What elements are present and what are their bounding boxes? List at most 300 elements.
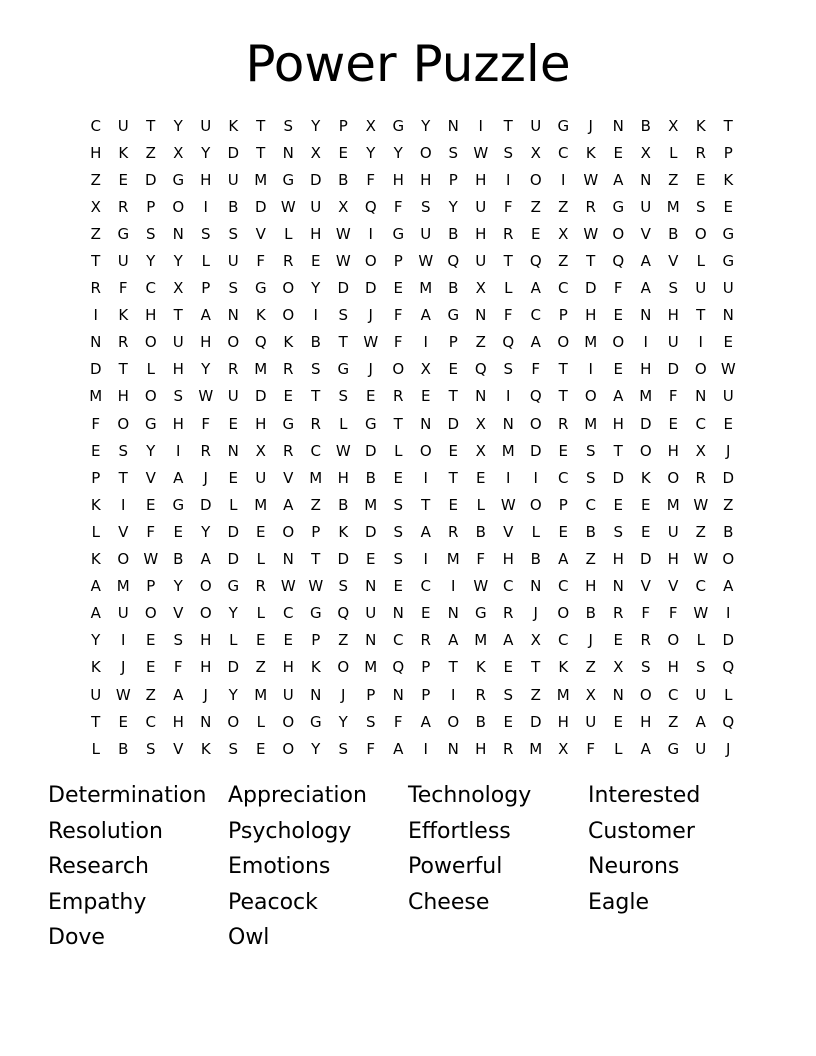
grid-letter[interactable]: R xyxy=(420,631,431,650)
grid-letter[interactable]: G xyxy=(364,414,377,433)
grid-letter[interactable]: N xyxy=(612,577,624,596)
grid-letter[interactable]: U xyxy=(365,604,377,623)
grid-letter[interactable]: I xyxy=(368,224,373,243)
grid-letter[interactable]: K xyxy=(255,306,266,325)
grid-letter[interactable]: H xyxy=(667,441,679,460)
grid-letter[interactable]: U xyxy=(667,333,679,352)
grid-letter[interactable]: X xyxy=(338,197,349,216)
grid-letter[interactable]: S xyxy=(365,712,376,731)
grid-letter[interactable]: Q xyxy=(529,252,542,271)
grid-letter[interactable]: F xyxy=(146,522,156,541)
grid-letter[interactable]: O xyxy=(282,522,295,541)
grid-letter[interactable]: P xyxy=(558,495,568,514)
grid-letter[interactable]: R xyxy=(585,197,596,216)
grid-letter[interactable]: A xyxy=(640,279,651,298)
grid-letter[interactable]: O xyxy=(282,712,295,731)
grid-letter[interactable]: V xyxy=(283,468,294,487)
grid-letter[interactable]: U xyxy=(282,685,294,704)
grid-letter[interactable]: S xyxy=(585,468,596,487)
grid-letter[interactable]: O xyxy=(557,604,570,623)
grid-letter[interactable]: X xyxy=(530,143,541,162)
grid-letter[interactable]: H xyxy=(172,712,184,731)
grid-letter[interactable]: V xyxy=(173,604,184,623)
grid-letter[interactable]: F xyxy=(393,197,403,216)
grid-letter[interactable]: H xyxy=(172,360,184,379)
grid-letter[interactable]: C xyxy=(695,577,706,596)
grid-letter[interactable]: M xyxy=(254,170,268,189)
grid-letter[interactable]: D xyxy=(364,522,377,541)
grid-letter[interactable]: X xyxy=(668,116,679,135)
grid-letter[interactable]: R xyxy=(283,441,294,460)
grid-letter[interactable]: E xyxy=(448,495,458,514)
grid-letter[interactable]: Y xyxy=(228,685,238,704)
grid-letter[interactable]: K xyxy=(310,658,321,677)
grid-letter[interactable]: C xyxy=(283,604,294,623)
grid-letter[interactable]: Z xyxy=(255,658,266,677)
grid-letter[interactable]: N xyxy=(282,550,294,569)
grid-letter[interactable]: Y xyxy=(201,143,211,162)
grid-letter[interactable]: T xyxy=(393,414,403,433)
grid-letter[interactable]: T xyxy=(448,658,458,677)
grid-letter[interactable]: F xyxy=(668,604,678,623)
grid-letter[interactable]: C xyxy=(695,414,706,433)
grid-letter[interactable]: Y xyxy=(421,116,431,135)
grid-letter[interactable]: F xyxy=(91,414,101,433)
grid-letter[interactable]: R xyxy=(448,522,459,541)
grid-letter[interactable]: A xyxy=(200,550,211,569)
grid-letter[interactable]: T xyxy=(531,658,541,677)
grid-letter[interactable]: U xyxy=(172,333,184,352)
grid-letter[interactable]: G xyxy=(557,116,570,135)
grid-letter[interactable]: G xyxy=(392,224,405,243)
grid-letter[interactable]: H xyxy=(200,631,212,650)
grid-letter[interactable]: H xyxy=(282,658,294,677)
grid-letter[interactable]: U xyxy=(530,116,542,135)
grid-letter[interactable]: N xyxy=(640,170,652,189)
grid-letter[interactable]: W xyxy=(500,495,516,514)
grid-letter[interactable]: A xyxy=(530,333,541,352)
grid-letter[interactable]: U xyxy=(475,252,487,271)
grid-letter[interactable]: K xyxy=(90,550,101,569)
grid-letter[interactable]: I xyxy=(313,306,318,325)
grid-letter[interactable]: D xyxy=(254,197,267,216)
grid-letter[interactable]: P xyxy=(723,143,733,162)
grid-letter[interactable]: A xyxy=(723,577,734,596)
grid-letter[interactable]: G xyxy=(447,306,460,325)
grid-letter[interactable]: O xyxy=(419,441,432,460)
grid-letter[interactable]: N xyxy=(365,577,377,596)
grid-letter[interactable]: K xyxy=(90,495,101,514)
grid-letter[interactable]: A xyxy=(640,252,651,271)
grid-letter[interactable]: W xyxy=(198,387,214,406)
grid-letter[interactable]: B xyxy=(118,739,129,758)
grid-letter[interactable]: F xyxy=(503,306,513,325)
grid-letter[interactable]: E xyxy=(311,252,321,271)
grid-letter[interactable]: Z xyxy=(145,685,156,704)
grid-letter[interactable]: N xyxy=(172,224,184,243)
grid-letter[interactable]: H xyxy=(502,550,514,569)
grid-letter[interactable]: H xyxy=(612,414,624,433)
grid-letter[interactable]: H xyxy=(667,550,679,569)
grid-letter[interactable]: M xyxy=(254,685,268,704)
grid-letter[interactable]: D xyxy=(199,495,212,514)
grid-letter[interactable]: R xyxy=(640,631,651,650)
grid-letter[interactable]: R xyxy=(118,197,129,216)
grid-letter[interactable]: H xyxy=(200,170,212,189)
grid-letter[interactable]: A xyxy=(420,306,431,325)
grid-letter[interactable]: U xyxy=(117,252,129,271)
grid-letter[interactable]: W xyxy=(473,143,489,162)
grid-letter[interactable]: F xyxy=(476,550,486,569)
grid-letter[interactable]: Z xyxy=(310,495,321,514)
grid-letter[interactable]: I xyxy=(726,604,731,623)
grid-letter[interactable]: M xyxy=(584,333,598,352)
grid-letter[interactable]: F xyxy=(613,279,623,298)
grid-letter[interactable]: K xyxy=(640,468,651,487)
grid-letter[interactable]: Y xyxy=(91,631,101,650)
grid-letter[interactable]: E xyxy=(503,712,513,731)
grid-letter[interactable]: I xyxy=(643,333,648,352)
grid-letter[interactable]: H xyxy=(557,712,569,731)
grid-letter[interactable]: M xyxy=(419,279,433,298)
grid-letter[interactable]: M xyxy=(116,577,130,596)
grid-letter[interactable]: E xyxy=(173,522,183,541)
grid-letter[interactable]: O xyxy=(227,333,240,352)
grid-letter[interactable]: O xyxy=(667,631,680,650)
grid-letter[interactable]: L xyxy=(91,739,100,758)
grid-letter[interactable]: S xyxy=(695,658,706,677)
grid-letter[interactable]: C xyxy=(558,468,569,487)
grid-letter[interactable]: S xyxy=(228,739,239,758)
grid-letter[interactable]: J xyxy=(203,685,208,704)
grid-letter[interactable]: O xyxy=(144,333,157,352)
grid-letter[interactable]: T xyxy=(448,468,458,487)
grid-letter[interactable]: X xyxy=(475,279,486,298)
grid-letter[interactable]: B xyxy=(310,333,321,352)
grid-letter[interactable]: E xyxy=(283,387,293,406)
grid-letter[interactable]: E xyxy=(476,468,486,487)
grid-letter[interactable]: S xyxy=(145,739,156,758)
grid-letter[interactable]: O xyxy=(282,279,295,298)
grid-letter[interactable]: Z xyxy=(585,550,596,569)
grid-letter[interactable]: G xyxy=(309,712,322,731)
grid-letter[interactable]: O xyxy=(612,333,625,352)
grid-letter[interactable]: M xyxy=(666,495,680,514)
grid-letter[interactable]: D xyxy=(529,441,542,460)
grid-letter[interactable]: C xyxy=(585,495,596,514)
grid-letter[interactable]: O xyxy=(612,224,625,243)
grid-letter[interactable]: E xyxy=(146,631,156,650)
grid-letter[interactable]: H xyxy=(640,360,652,379)
grid-letter[interactable]: R xyxy=(310,414,321,433)
grid-letter[interactable]: S xyxy=(585,441,596,460)
grid-letter[interactable]: E xyxy=(723,414,733,433)
grid-letter[interactable]: S xyxy=(338,577,349,596)
grid-letter[interactable]: N xyxy=(447,604,459,623)
grid-letter[interactable]: D xyxy=(612,468,625,487)
grid-letter[interactable]: L xyxy=(256,550,265,569)
grid-letter[interactable]: L xyxy=(504,279,513,298)
grid-letter[interactable]: C xyxy=(558,143,569,162)
grid-letter[interactable]: H xyxy=(117,387,129,406)
grid-letter[interactable]: P xyxy=(201,279,211,298)
grid-letter[interactable]: E xyxy=(146,495,156,514)
grid-letter[interactable]: G xyxy=(227,577,240,596)
grid-letter[interactable]: L xyxy=(91,522,100,541)
grid-letter[interactable]: T xyxy=(146,116,156,135)
grid-letter[interactable]: O xyxy=(227,712,240,731)
grid-letter[interactable]: T xyxy=(256,143,266,162)
grid-letter[interactable]: W xyxy=(583,224,599,243)
grid-letter[interactable]: O xyxy=(172,197,185,216)
grid-letter[interactable]: U xyxy=(695,685,707,704)
grid-letter[interactable]: O xyxy=(419,143,432,162)
grid-letter[interactable]: I xyxy=(121,495,126,514)
grid-letter[interactable]: P xyxy=(421,658,431,677)
grid-letter[interactable]: N xyxy=(502,414,514,433)
grid-letter[interactable]: G xyxy=(117,224,130,243)
grid-letter[interactable]: P xyxy=(311,631,321,650)
grid-letter[interactable]: U xyxy=(420,224,432,243)
grid-letter[interactable]: K xyxy=(200,739,211,758)
grid-letter[interactable]: S xyxy=(640,658,651,677)
grid-letter[interactable]: P xyxy=(311,522,321,541)
grid-letter[interactable]: K xyxy=(558,658,569,677)
grid-letter[interactable]: F xyxy=(366,170,376,189)
grid-letter[interactable]: Z xyxy=(338,631,349,650)
grid-letter[interactable]: O xyxy=(667,468,680,487)
grid-letter[interactable]: X xyxy=(695,441,706,460)
grid-letter[interactable]: D xyxy=(227,143,240,162)
grid-letter[interactable]: Q xyxy=(447,252,460,271)
grid-letter[interactable]: K xyxy=(585,143,596,162)
grid-letter[interactable]: T xyxy=(503,116,513,135)
grid-letter[interactable]: S xyxy=(118,441,129,460)
grid-letter[interactable]: W xyxy=(280,577,296,596)
grid-letter[interactable]: U xyxy=(722,387,734,406)
grid-letter[interactable]: V xyxy=(640,224,651,243)
grid-letter[interactable]: A xyxy=(613,170,624,189)
grid-letter[interactable]: M xyxy=(364,495,378,514)
grid-letter[interactable]: O xyxy=(199,604,212,623)
grid-letter[interactable]: D xyxy=(447,414,460,433)
grid-letter[interactable]: E xyxy=(613,360,623,379)
grid-letter[interactable]: D xyxy=(227,522,240,541)
grid-letter[interactable]: W xyxy=(583,170,599,189)
grid-letter[interactable]: O xyxy=(117,414,130,433)
grid-letter[interactable]: L xyxy=(696,252,705,271)
grid-letter[interactable]: O xyxy=(722,550,735,569)
grid-letter[interactable]: I xyxy=(423,739,428,758)
grid-letter[interactable]: M xyxy=(556,685,570,704)
grid-letter[interactable]: B xyxy=(365,468,376,487)
grid-letter[interactable]: H xyxy=(90,143,102,162)
grid-letter[interactable]: J xyxy=(726,739,731,758)
grid-letter[interactable]: C xyxy=(558,279,569,298)
grid-letter[interactable]: K xyxy=(283,333,294,352)
grid-letter[interactable]: Y xyxy=(366,143,376,162)
grid-letter[interactable]: I xyxy=(423,468,428,487)
grid-letter[interactable]: F xyxy=(393,333,403,352)
grid-letter[interactable]: A xyxy=(173,685,184,704)
grid-letter[interactable]: N xyxy=(530,577,542,596)
grid-letter[interactable]: E xyxy=(696,170,706,189)
grid-letter[interactable]: I xyxy=(121,631,126,650)
grid-letter[interactable]: L xyxy=(256,712,265,731)
grid-letter[interactable]: H xyxy=(640,712,652,731)
grid-letter[interactable]: F xyxy=(531,360,541,379)
grid-letter[interactable]: E xyxy=(366,387,376,406)
grid-letter[interactable]: O xyxy=(282,739,295,758)
grid-letter[interactable]: B xyxy=(173,550,184,569)
grid-letter[interactable]: E xyxy=(558,441,568,460)
grid-letter[interactable]: I xyxy=(506,468,511,487)
grid-letter[interactable]: R xyxy=(695,468,706,487)
grid-letter[interactable]: N xyxy=(310,685,322,704)
grid-letter[interactable]: D xyxy=(584,279,597,298)
grid-letter[interactable]: D xyxy=(227,550,240,569)
grid-letter[interactable]: E xyxy=(531,224,541,243)
grid-letter[interactable]: E xyxy=(338,143,348,162)
grid-letter[interactable]: N xyxy=(447,739,459,758)
grid-letter[interactable]: D xyxy=(364,441,377,460)
grid-letter[interactable]: L xyxy=(724,685,733,704)
grid-letter[interactable]: U xyxy=(200,116,212,135)
grid-letter[interactable]: S xyxy=(173,631,184,650)
grid-letter[interactable]: H xyxy=(585,577,597,596)
grid-letter[interactable]: O xyxy=(144,387,157,406)
grid-letter[interactable]: Z xyxy=(530,197,541,216)
grid-letter[interactable]: M xyxy=(364,658,378,677)
grid-letter[interactable]: B xyxy=(448,279,459,298)
grid-letter[interactable]: R xyxy=(613,604,624,623)
grid-letter[interactable]: E xyxy=(256,739,266,758)
grid-letter[interactable]: Z xyxy=(90,224,101,243)
grid-letter[interactable]: D xyxy=(337,550,350,569)
grid-letter[interactable]: P xyxy=(421,685,431,704)
grid-letter[interactable]: D xyxy=(667,360,680,379)
grid-letter[interactable]: T xyxy=(558,360,568,379)
grid-letter[interactable]: P xyxy=(393,252,403,271)
grid-letter[interactable]: X xyxy=(558,224,569,243)
grid-letter[interactable]: Y xyxy=(201,522,211,541)
grid-letter[interactable]: X xyxy=(475,441,486,460)
grid-letter[interactable]: U xyxy=(640,197,652,216)
grid-letter[interactable]: V xyxy=(668,577,679,596)
grid-letter[interactable]: U xyxy=(695,739,707,758)
grid-letter[interactable]: A xyxy=(448,631,459,650)
grid-letter[interactable]: K xyxy=(338,522,349,541)
grid-letter[interactable]: J xyxy=(588,116,593,135)
grid-letter[interactable]: J xyxy=(203,468,208,487)
grid-letter[interactable]: L xyxy=(394,441,403,460)
grid-letter[interactable]: A xyxy=(393,739,404,758)
grid-letter[interactable]: S xyxy=(338,739,349,758)
grid-letter[interactable]: L xyxy=(614,739,623,758)
grid-letter[interactable]: S xyxy=(310,360,321,379)
grid-letter[interactable]: O xyxy=(117,550,130,569)
grid-letter[interactable]: H xyxy=(392,170,404,189)
grid-letter[interactable]: L xyxy=(229,631,238,650)
grid-letter[interactable]: X xyxy=(255,441,266,460)
grid-letter[interactable]: Y xyxy=(173,577,183,596)
grid-letter[interactable]: H xyxy=(255,414,267,433)
grid-letter[interactable]: X xyxy=(173,143,184,162)
grid-letter[interactable]: Z xyxy=(558,252,569,271)
grid-letter[interactable]: W xyxy=(473,577,489,596)
grid-letter[interactable]: Y xyxy=(311,739,321,758)
grid-letter[interactable]: S xyxy=(145,224,156,243)
grid-letter[interactable]: M xyxy=(639,387,653,406)
grid-letter[interactable]: E xyxy=(256,631,266,650)
grid-letter[interactable]: O xyxy=(337,658,350,677)
grid-letter[interactable]: E xyxy=(393,279,403,298)
grid-letter[interactable]: R xyxy=(503,739,514,758)
grid-letter[interactable]: U xyxy=(227,170,239,189)
grid-letter[interactable]: O xyxy=(282,306,295,325)
grid-letter[interactable]: T xyxy=(311,550,321,569)
grid-letter[interactable]: H xyxy=(667,306,679,325)
grid-letter[interactable]: M xyxy=(584,414,598,433)
grid-letter[interactable]: P xyxy=(146,197,156,216)
grid-letter[interactable]: Z xyxy=(558,197,569,216)
grid-letter[interactable]: G xyxy=(172,170,185,189)
grid-letter[interactable]: O xyxy=(557,333,570,352)
grid-letter[interactable]: U xyxy=(310,197,322,216)
grid-letter[interactable]: H xyxy=(585,306,597,325)
grid-letter[interactable]: M xyxy=(254,360,268,379)
grid-letter[interactable]: K xyxy=(118,143,129,162)
grid-letter[interactable]: L xyxy=(201,252,210,271)
grid-letter[interactable]: C xyxy=(145,712,156,731)
grid-letter[interactable]: L xyxy=(696,631,705,650)
grid-letter[interactable]: F xyxy=(393,306,403,325)
grid-letter[interactable]: O xyxy=(639,685,652,704)
grid-letter[interactable]: Y xyxy=(338,712,348,731)
grid-letter[interactable]: Z xyxy=(90,170,101,189)
grid-letter[interactable]: Q xyxy=(612,252,625,271)
grid-letter[interactable]: J xyxy=(368,306,373,325)
grid-letter[interactable]: Z xyxy=(145,143,156,162)
grid-letter[interactable]: O xyxy=(694,360,707,379)
grid-letter[interactable]: G xyxy=(172,495,185,514)
grid-letter[interactable]: G xyxy=(282,414,295,433)
grid-letter[interactable]: G xyxy=(337,360,350,379)
grid-letter[interactable]: A xyxy=(640,739,651,758)
grid-letter[interactable]: S xyxy=(503,360,514,379)
grid-letter[interactable]: F xyxy=(201,414,211,433)
grid-letter[interactable]: C xyxy=(668,685,679,704)
grid-letter[interactable]: X xyxy=(613,658,624,677)
grid-letter[interactable]: I xyxy=(506,387,511,406)
grid-letter[interactable]: T xyxy=(696,306,706,325)
grid-letter[interactable]: U xyxy=(227,387,239,406)
grid-letter[interactable]: L xyxy=(339,414,348,433)
grid-letter[interactable]: I xyxy=(506,170,511,189)
grid-letter[interactable]: D xyxy=(227,658,240,677)
grid-letter[interactable]: A xyxy=(613,387,624,406)
grid-letter[interactable]: V xyxy=(503,522,514,541)
grid-letter[interactable]: T xyxy=(723,116,733,135)
grid-letter[interactable]: A xyxy=(420,522,431,541)
grid-letter[interactable]: A xyxy=(503,631,514,650)
grid-letter[interactable]: X xyxy=(420,360,431,379)
grid-letter[interactable]: G xyxy=(722,224,735,243)
grid-letter[interactable]: N xyxy=(227,306,239,325)
grid-letter[interactable]: B xyxy=(338,170,349,189)
grid-letter[interactable]: N xyxy=(282,143,294,162)
grid-letter[interactable]: U xyxy=(117,604,129,623)
